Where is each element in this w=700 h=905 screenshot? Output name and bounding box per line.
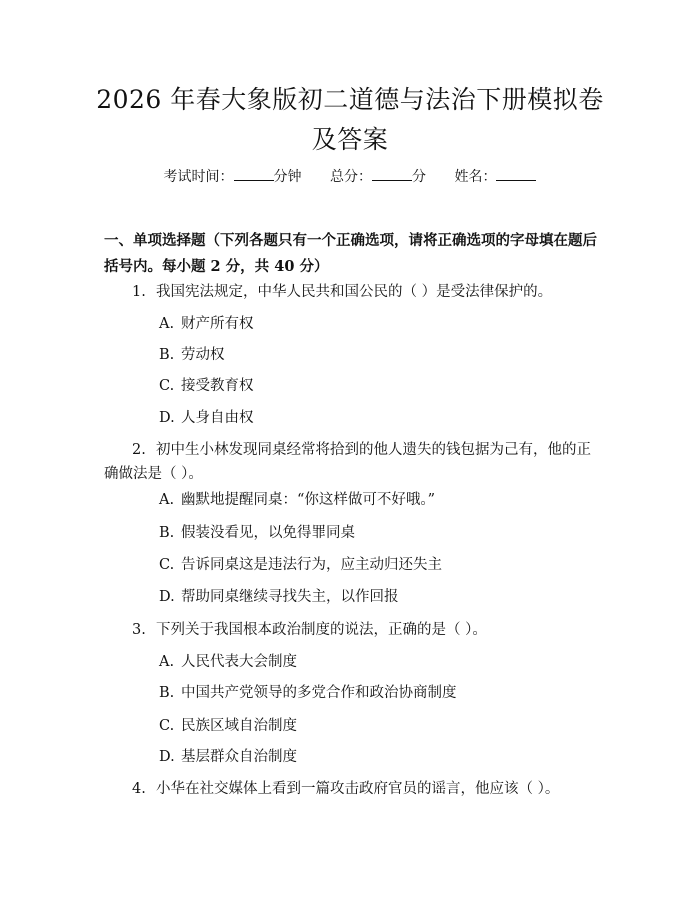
question-2: [104, 438, 604, 486]
name-field: [454, 167, 536, 187]
option-text: 告诉同桌这是违法行为，应主动归还失主: [181, 557, 442, 573]
option-letter: A.: [159, 654, 175, 670]
option-text: 接受教育权: [181, 378, 254, 394]
question-number: 2.: [132, 442, 146, 458]
option-text: 帮助同桌继续寻找失主，以作回报: [181, 589, 399, 605]
option-letter: B.: [159, 347, 175, 363]
question-4: [104, 777, 604, 801]
total-score-unit: 分: [412, 169, 426, 185]
option-text: 财产所有权: [181, 316, 254, 332]
option-text: 人民代表大会制度: [181, 654, 297, 670]
option-letter: C.: [159, 718, 175, 734]
question-2-option-a: [159, 490, 435, 510]
option-letter: A.: [159, 316, 175, 332]
option-letter: B.: [159, 685, 175, 701]
question-1: [104, 280, 604, 304]
exam-meta-line: [0, 167, 700, 187]
name-blank: [496, 168, 536, 181]
question-3-option-d: [159, 747, 297, 767]
name-label: 姓名：: [454, 169, 497, 185]
question-number: 1.: [132, 284, 146, 300]
question-2-option-b: [159, 523, 355, 543]
question-number: 4.: [132, 781, 146, 797]
question-3-option-c: [159, 716, 297, 736]
option-letter: B.: [159, 525, 175, 541]
option-letter: D.: [159, 749, 175, 765]
question-1-option-a: [159, 314, 254, 334]
option-letter: C.: [159, 557, 175, 573]
question-3-option-a: [159, 652, 297, 672]
option-text: 基层群众自治制度: [181, 749, 297, 765]
exam-time-field: [164, 167, 302, 187]
exam-time-blank: [234, 168, 274, 181]
question-text: 小华在社交媒体上看到一篇攻击政府官员的谣言，他应该（ ）。: [156, 781, 560, 797]
question-3-option-b: [159, 683, 457, 703]
option-text: 中国共产党领导的多党合作和政治协商制度: [181, 685, 457, 701]
option-letter: D.: [159, 589, 175, 605]
option-text: 人身自由权: [181, 410, 254, 426]
option-letter: D.: [159, 410, 175, 426]
option-text: 假装没看见，以免得罪同桌: [181, 525, 355, 541]
question-2-option-c: [159, 555, 442, 575]
exam-title-line-1: 2026 年春大象版初二道德与法治下册模拟卷: [96, 85, 604, 114]
question-1-option-d: [159, 408, 254, 428]
option-letter: A.: [159, 492, 175, 508]
question-1-option-b: [159, 345, 225, 365]
section-1-heading: 一、单项选择题（下列各题只有一个正确选项，请将正确选项的字母填在题后括号内。每小题 2 分，共 40 分）: [104, 232, 597, 275]
total-score-blank: [372, 168, 412, 181]
exam-title-line-2: 及答案: [311, 125, 389, 154]
option-text: 幽默地提醒同桌：“你这样做可不好哦。”: [181, 492, 436, 508]
option-text: 劳动权: [181, 347, 225, 363]
exam-time-unit: 分钟: [273, 169, 302, 185]
option-text: 民族区域自治制度: [181, 718, 297, 734]
total-score-label: 总分：: [330, 169, 372, 185]
question-2-option-d: [159, 587, 399, 607]
question-text: 我国宪法规定，中华人民共和国公民的（ ）是受法律保护的。: [156, 284, 553, 300]
exam-time-label: 考试时间：: [163, 169, 234, 185]
question-3: [104, 618, 604, 642]
question-1-option-c: [159, 376, 254, 396]
question-text: 下列关于我国根本政治制度的说法，正确的是（ ）。: [156, 622, 487, 638]
total-score-field: [330, 167, 426, 187]
question-number: 3.: [132, 622, 146, 638]
option-letter: C.: [159, 378, 175, 394]
question-text: 初中生小林发现同桌经常将拾到的他人遗失的钱包据为己有，他的正确做法是（ ）。: [104, 442, 591, 482]
